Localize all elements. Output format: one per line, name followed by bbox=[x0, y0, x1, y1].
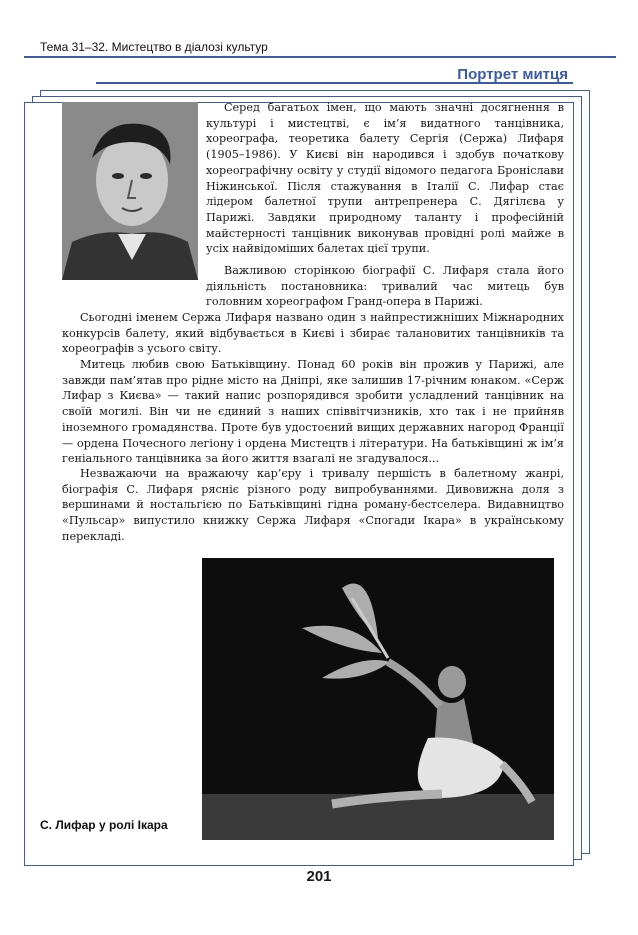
book-paragraph: Незважаючи на вражаючу кар’єру і тривалу першість в балетному жанрі, біографія С. Лифаря рясніє різного роду випробуваннями. Дивовижна доля з вершинами й ностальгією по Батьківщині гідна роману-бестселера. Видавництво «Пульсар» випустило книжку Сержа Лифаря «Спогади Ікара» в українському перекладі. bbox=[62, 467, 564, 543]
section-title: Портрет митця bbox=[457, 66, 568, 83]
photo-caption: С. Лифар у ролі Ікара bbox=[40, 818, 168, 832]
homeland-paragraph: Митець любив свою Батьківщину. Понад 60 років він прожив у Парижі, але завжди пам’ятав про рідне місто на Дніпрі, яке залишив 17-річним юнаком. «Серж Лифар з Києва» — такий напис розпорядився зробити усладлений танцівник на своїй могилі. Він чи не єдиний з наших співвітчизників, хто так і не прийняв іноземного громадянства. Проте був удостоєний вищих державних нагород Франції — ордена Почесного легіону і ордена Мистецтв і літератури. На батьківщині ж ім’я геніального танцівника за його життя взагалі не згадувалося... bbox=[62, 358, 564, 466]
portrait-photo-icon bbox=[62, 102, 198, 280]
page-number: 201 bbox=[306, 868, 332, 885]
dance-photo bbox=[202, 558, 554, 840]
dance-photo-icon bbox=[202, 558, 554, 840]
director-paragraph: Важливою сторінкою біографії С. Лифаря стала його діяльність постановника: тривалий час митець був головним хореографом Гранд-опера в Парижі. bbox=[206, 264, 564, 309]
topic-header: Тема 31–32. Мистецтво в діалозі культур bbox=[40, 40, 268, 54]
header-rule bbox=[24, 56, 616, 58]
portrait-photo bbox=[62, 102, 198, 280]
intro-paragraph: Серед багатьох імен, що мають значні досягнення в культурі і мистецтві, є ім’я видатного танцівника, хореографа, теоретика балету Сергія (Сержа) Лифаря (1905–1986). У Києві він народився і здобув початкову хореографічну освіту у студії відомого педагога Броніслави Ніжинської. Після стажування в Італії С. Лифар стає лідером балетної трупи антрепренера С. Дягілєва у Парижі. Завдяки природному таланту і професійній майстерності танцівник виконував провідні ролі майже в усіх найвідоміших балетах цієї трупи. bbox=[206, 101, 564, 256]
contest-paragraph: Сьогодні іменем Сержа Лифаря названо один з найпрестижніших Міжнародних конкурсів балету, який відбувається в Києві і збирає талановитих танцівників та хореографів з усього світу. bbox=[62, 311, 564, 356]
